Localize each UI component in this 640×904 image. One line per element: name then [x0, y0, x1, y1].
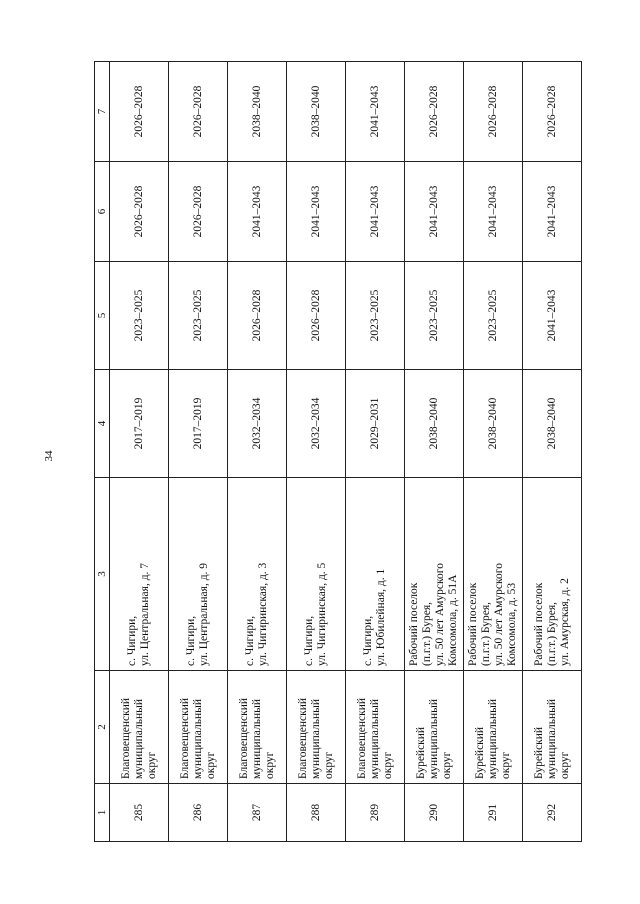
table-row [464, 62, 523, 842]
column-number: 6 [95, 162, 110, 262]
address-cell-line: ул. Центральная, д. 9 [198, 562, 210, 666]
district-cell-line: округ [322, 751, 335, 779]
district-cell-line: муниципальный [191, 698, 204, 779]
period-col4: 2038–2040 [523, 370, 582, 478]
period-col5: 2041–2043 [523, 262, 582, 370]
address-cell [287, 478, 346, 671]
address-cell-line: Рабочий поселок [467, 582, 479, 666]
address-cell-line: ул. Амурская, д. 2 [558, 578, 571, 666]
period-col6: 2026–2028 [169, 162, 228, 262]
table-row [523, 62, 582, 842]
period-col5: 2023–2025 [346, 262, 405, 370]
row-number: 292 [523, 784, 582, 842]
district-cell-line: Благовещенский [178, 697, 191, 779]
row-number: 285 [110, 784, 169, 842]
district-cell-line: Благовещенский [119, 697, 132, 779]
address-cell-line: с. Чигири, [185, 615, 197, 666]
period-col5: 2023–2025 [464, 262, 523, 370]
address-cell-line: Комсомола, д. 53 [506, 582, 518, 666]
address-cell [523, 478, 582, 671]
period-col7: 2041–2043 [346, 62, 405, 162]
row-number: 286 [169, 784, 228, 842]
district-cell-line: Бурейский [473, 726, 486, 779]
table-row [169, 62, 228, 842]
address-cell-line: Рабочий поселок [532, 582, 545, 666]
period-col6: 2041–2043 [346, 162, 405, 262]
district-cell-line: округ [440, 751, 453, 779]
period-col7: 2026–2028 [169, 62, 228, 162]
address-cell-line: ул. Центральная, д. 7 [139, 562, 151, 666]
address-cell [346, 478, 405, 671]
period-col6: 2026–2028 [110, 162, 169, 262]
column-number-row [95, 62, 110, 842]
district-cell-line: муниципальный [368, 698, 381, 779]
table-row [346, 62, 405, 842]
address-cell-line: с. Чигири, [362, 615, 374, 666]
page-number: 34 [43, 450, 55, 462]
period-col7: 2026–2028 [464, 62, 523, 162]
data-table [94, 61, 582, 842]
period-col6: 2041–2043 [287, 162, 346, 262]
column-number: 3 [95, 478, 110, 671]
table-row [287, 62, 346, 842]
row-number: 290 [405, 784, 464, 842]
district-cell-line: муниципальный [250, 698, 263, 779]
district-cell [169, 671, 228, 784]
address-cell-line: с. Чигири, [303, 615, 315, 666]
address-cell-line: ул. Чигиринская, д. 5 [316, 562, 328, 666]
column-number: 7 [95, 62, 110, 162]
district-cell-line: муниципальный [545, 698, 558, 779]
district-cell-line: округ [499, 751, 512, 779]
row-number: 291 [464, 784, 523, 842]
district-cell [110, 671, 169, 784]
district-cell-line: муниципальный [132, 698, 145, 779]
period-col5: 2026–2028 [287, 262, 346, 370]
period-col4: 2029–2031 [346, 370, 405, 478]
district-cell-line: Бурейский [532, 726, 545, 779]
address-cell-line: (п.г.т.) Бурея, [545, 602, 558, 666]
address-cell [110, 478, 169, 671]
period-col7: 2026–2028 [523, 62, 582, 162]
table-body [95, 62, 582, 842]
period-col7: 2026–2028 [110, 62, 169, 162]
address-cell [169, 478, 228, 671]
address-cell [464, 478, 523, 671]
table-row [110, 62, 169, 842]
district-cell-line: Благовещенский [355, 697, 368, 779]
rotated-table-container [94, 62, 612, 842]
row-number: 288 [287, 784, 346, 842]
district-cell-line: округ [204, 751, 217, 779]
table-row [405, 62, 464, 842]
column-number: 1 [95, 784, 110, 842]
address-cell-line: Комсомола, д. 51А [447, 574, 459, 666]
period-col4: 2038–2040 [464, 370, 523, 478]
district-cell [346, 671, 405, 784]
address-cell-line: ул. 50 лет Амурского [493, 563, 505, 666]
district-cell-line: округ [558, 751, 571, 779]
district-cell-line: округ [263, 751, 276, 779]
address-cell-line: с. Чигири, [126, 615, 138, 666]
district-cell [405, 671, 464, 784]
column-number: 2 [95, 671, 110, 784]
address-cell-line: (п.г.т.) Бурея, [480, 602, 492, 666]
period-col4: 2032–2034 [287, 370, 346, 478]
period-col6: 2041–2043 [464, 162, 523, 262]
address-cell-line: (п.г.т.) Бурея, [421, 602, 433, 666]
period-col5: 2023–2025 [405, 262, 464, 370]
period-col4: 2032–2034 [228, 370, 287, 478]
address-cell-line: с. Чигири, [244, 615, 256, 666]
address-cell [228, 478, 287, 671]
district-cell-line: муниципальный [486, 698, 499, 779]
period-col5: 2023–2025 [110, 262, 169, 370]
period-col4: 2017–2019 [110, 370, 169, 478]
district-cell-line: муниципальный [309, 698, 322, 779]
column-number: 4 [95, 370, 110, 478]
period-col4: 2038–2040 [405, 370, 464, 478]
district-cell [228, 671, 287, 784]
column-number: 5 [95, 262, 110, 370]
period-col7: 2038–2040 [228, 62, 287, 162]
period-col6: 2041–2043 [523, 162, 582, 262]
period-col6: 2041–2043 [405, 162, 464, 262]
row-number: 287 [228, 784, 287, 842]
address-cell-line: ул. Юбилейная, д. 1 [375, 568, 387, 666]
period-col7: 2038–2040 [287, 62, 346, 162]
district-cell [523, 671, 582, 784]
address-cell [405, 478, 464, 671]
period-col5: 2026–2028 [228, 262, 287, 370]
table-row [228, 62, 287, 842]
period-col7: 2026–2028 [405, 62, 464, 162]
district-cell-line: Благовещенский [296, 697, 309, 779]
district-cell-line: муниципальный [427, 698, 440, 779]
address-cell-line: ул. 50 лет Амурского [434, 563, 446, 666]
period-col4: 2017–2019 [169, 370, 228, 478]
address-cell-line: ул. Чигиринская, д. 3 [257, 562, 269, 666]
address-cell-line: Рабочий поселок [408, 582, 420, 666]
district-cell-line: Бурейский [414, 726, 427, 779]
period-col5: 2023–2025 [169, 262, 228, 370]
district-cell-line: округ [381, 751, 394, 779]
row-number: 289 [346, 784, 405, 842]
period-col6: 2041–2043 [228, 162, 287, 262]
district-cell-line: Благовещенский [237, 697, 250, 779]
district-cell [287, 671, 346, 784]
district-cell-line: округ [145, 751, 158, 779]
district-cell [464, 671, 523, 784]
